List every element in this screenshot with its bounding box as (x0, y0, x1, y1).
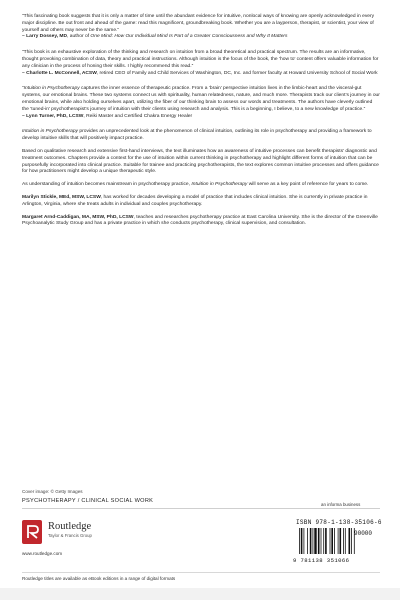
quote-1 (22, 14, 380, 41)
description-text-1: provides an unprecedented look at the phenomenon of clinical intuition, outlining its role in psychotherapy and providing a framework to develop intuitive skills that will positively impact practice. (22, 129, 372, 142)
quote-1-affiliation-prefix: , author of (67, 34, 91, 40)
publisher-url: www.routledge.com (22, 551, 63, 556)
quote-3-title: Intuition in Psychotherapy (23, 86, 80, 92)
quote-3: “Intuition in Psychotherapy captures the inner essence of therapeutic practice. From a ‘brain’ perspective intuition lives in the limbic-heart and the visceral-gut systems, our emotional brains. These two systems connect us with spirituality, human relatedness, nature, and much more. Therapists track our client’s journey in our emotional brains, while also holding ourselves apart, utilizing the fiber of our thinking brain to assess our words and treatments. The authors have cleverly outlined the ‘tuned-in’ psychotherapist’s journey of intuition with their clients using research and analysis. This is a beginning, I believe, to a new knowledge of practice.” – Lynn Turner, PhD, LCSW, Reiki Master and Certified Chakra Energy Healer (22, 86, 380, 119)
description-paragraph-1 (22, 129, 380, 143)
quote-1-name: – Larry Dossey, MD (22, 34, 68, 40)
description-paragraph-3 (22, 182, 380, 189)
quote-3-text: captures the inner essence of therapeutic practice. From a ‘brain’ perspective intuition lives in the limbic-heart and the visceral-gut systems, our emotional brains. These two systems connect us with spirituality, human relatedness, nature, and much more. Therapists track our client’s journey in our emotional brains, while also holding ourselves apart, utilizing the fiber of our thinking brain to assess our words and treatments. The authors have cleverly outlined the ‘tuned-in’ psychotherapist’s journey of intuition with their clients using research and analysis. This is a beginning, I believe, to a new knowledge of practice.” (22, 86, 380, 112)
footer-band (0, 588, 400, 600)
publisher-wordmark (48, 521, 92, 538)
description-paragraph-2: Based on qualitative research and extensive first-hand interviews, the text illuminates how an awareness of intuitive processes can benefit therapists’ diagnostic and treatment outcomes. Chapters provide a context for the use of intuition within current thinking in psychotherapy and highlight different forms of intuition that can be purposefully incorporated into clinical practice. Suitable for trainee and practicing psychotherapists, the text explores common intuitive processes and offers guidance for how practitioners might develop a unique therapeutic style. (22, 148, 379, 175)
quote-1-book-title: One Mind: How Our Individual Mind Is Part of a Greater Consciousness and Why It Matters (90, 34, 288, 40)
cover-text (22, 14, 380, 234)
author-bio-2 (22, 215, 380, 229)
isbn-label: ISBN 978-1-138-35106-6 (296, 519, 382, 526)
description-title: Intuition in Psychotherapy (22, 129, 79, 135)
description-title-3: Intuition in Psychotherapy (191, 182, 248, 188)
price-code: 90000 (354, 530, 373, 537)
quote-3-name: – Lynn Turner, PhD, LCSW (22, 113, 84, 119)
author-2-name: Margaret Arnd-Caddigan, MA, MSW, PhD, LCSW (22, 214, 134, 220)
description-text-3b: will serve as a key point of reference for years to come. (247, 182, 369, 188)
subject-category: PSYCHOTHERAPY / CLINICAL SOCIAL WORK (22, 498, 154, 504)
author-2-bio: , teaches and researches psychotherapy practice at East Carolina University. She is the director of the Greenville Psychoanalytic Study Group and has a private practice in which she conducts psychotherapy, clinical supervision, and consultation. (22, 214, 378, 227)
author-1-bio: , has worked for decades developing a model of practice that includes clinical intuition. She is currently in private practice in Arlington, Virginia, where she treats adults in individual and couples psychotherapy. (22, 194, 368, 207)
quote-2-text: “This book is an exhaustive exploration of the thinking and research on intuition from a broad theoretical and practical spectrum. The results are an informative, thought provoking combination of data, theory and practical instructions. Although intuition is the focus of the book, the ‘how to’ content offers valuable information for any clinician in the process of honing their skills. I highly recommend this read.” (22, 50, 379, 69)
barcode-digits: 9 781138 351066 (293, 557, 350, 564)
quote-2-name: – Charlotte L. McConnell, ACSW (22, 70, 97, 76)
informa-tagline: an informa business (321, 502, 361, 507)
quote-2 (22, 50, 380, 77)
quote-1-text: “This fascinating book suggests that it is only a matter of time until the abundant evidence for intuitive, nonlocal ways of knowing are openly acknowledged in every major discipline. Be out front and ahead of the game: read this magnificent, groundbreaking book. Whether you are a layperson, therapist, or scientist, your view of yourself and others may never be the same.” (22, 14, 375, 33)
author-1-name: Marilyn Stickle, MEd, MSW, LCSW (22, 194, 101, 200)
publisher-group: Taylor & Francis Group (48, 533, 92, 538)
description-text-3a: As understanding of intuition becomes mainstream in psychotherapy practice, (22, 182, 192, 188)
footer-divider (22, 572, 380, 573)
cover-image-credit: Cover image: © Getty Images (22, 489, 83, 494)
divider (22, 508, 380, 509)
quote-3-affiliation: , Reiki Master and Certified Chakra Energy Healer (83, 113, 193, 119)
ebook-note: Routledge titles are available as eBook editions in a range of digital formats (22, 576, 176, 581)
publisher-name: Routledge (48, 521, 92, 532)
quote-2-affiliation: , retired CEO of Family and Child Services of Washington, DC, Inc. and former faculty at Howard University School of Social Work (96, 70, 378, 76)
author-bio-1 (22, 195, 380, 209)
